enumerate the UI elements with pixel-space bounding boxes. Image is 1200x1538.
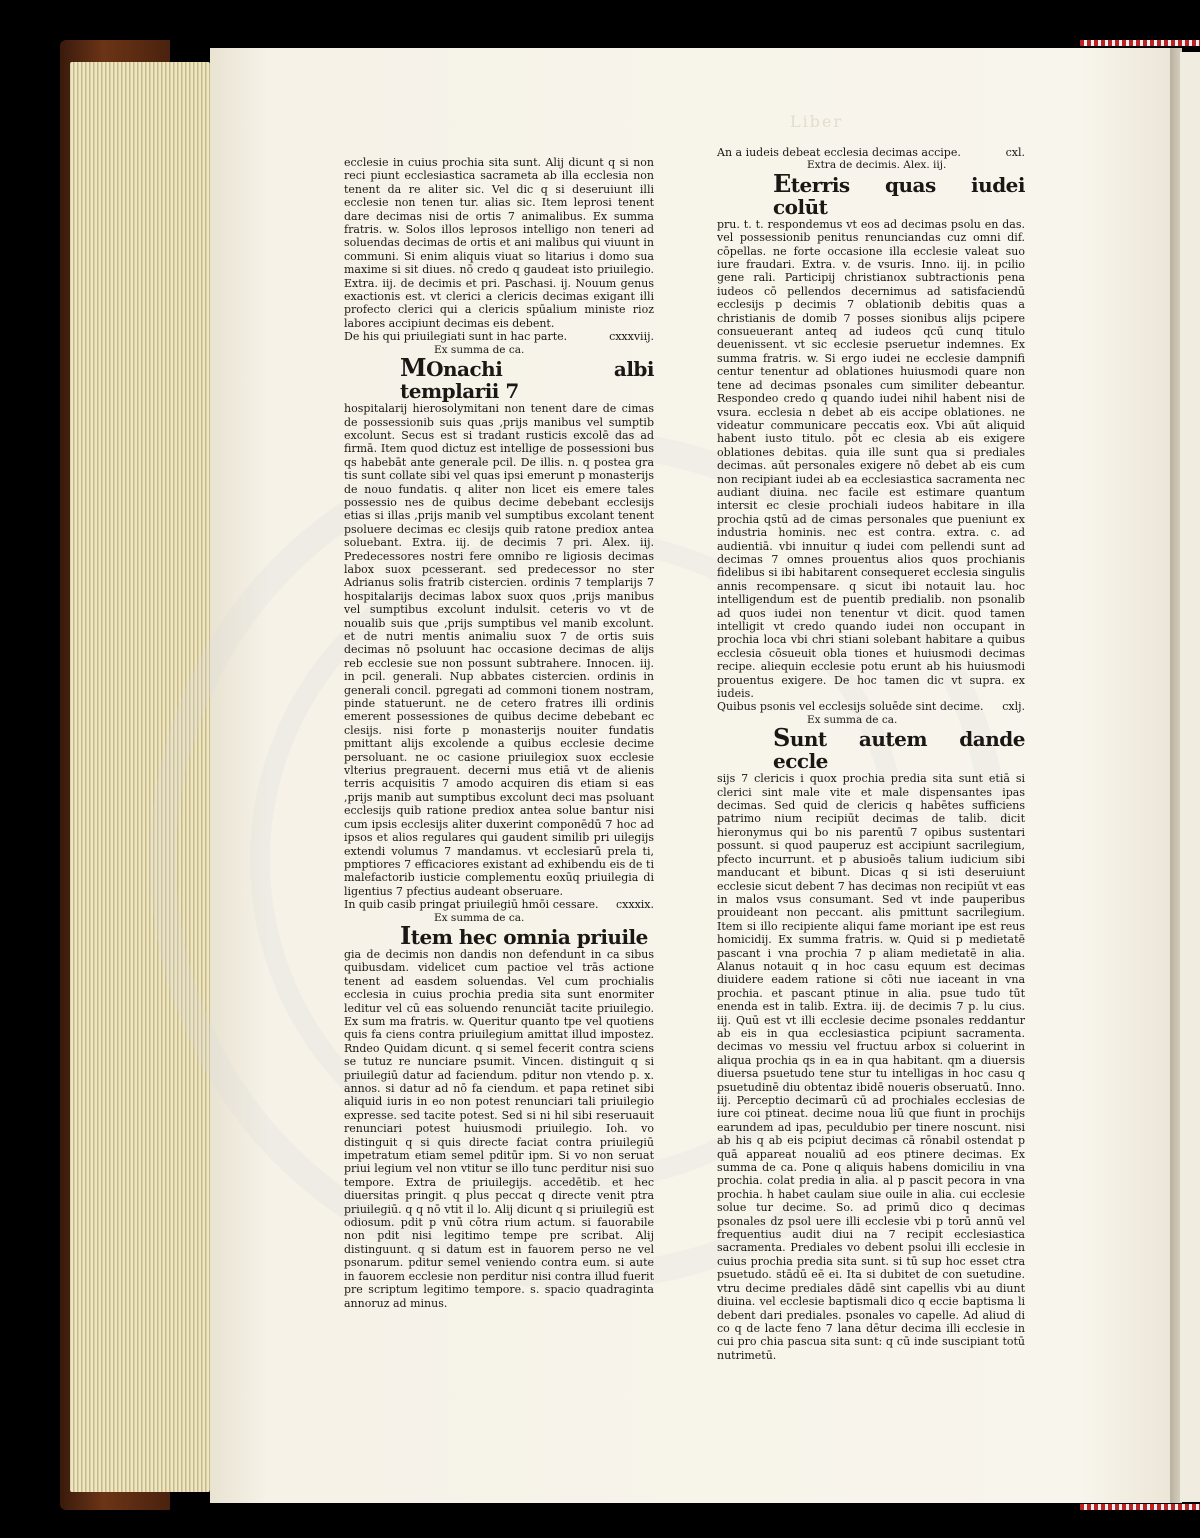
source-line: Ex summa de ca. [434, 911, 525, 924]
initial-capital: E [773, 168, 791, 198]
paragraph: hospitalarij hierosolymitani non tenent dare de cimas de possessionib suis quas ,prijs manibus vel sumptib excolunt. Secus est si tradant rusticis excolē das ad firmā. Item quod dictuz est intellige de possessioni bus qs habebāt ante generale pcil. De illis. n. q postea gra tis sunt collate sibi vel quas ipsi emerunt p monasterijs de nouo fundatis. q aliter non licet eis emere tales possessio nes de quibus decime debebant ecclesijs etias si illas ,prijs manib vel sumptibus excolant tenent psoluere decimas ec clesijs quib ratone prediox antea soluebant. Extra. iij. de decimis 7 pri. Alex. iij. Predecessores nostri fere omnibo re ligiosis decimas labox suox pcesserant. sed predecessor no ster Adrianus solis fratrib cistercien. ordinis 7 templarijs 7 hospitalarijs decimas labox suox quos ,prijs manibus vel sumptibus excolunt indulsit. ceteris vo vt de noualib suis que ,prijs sumptibus vel manib excolunt. et de nutri mentis animaliu suox 7 de ortis suis decimas nō psoluunt hac occasione decimas de alijs reb ecclesie sue non possunt subtrahere. Innocen. iij. in pcil. generali. Nup abbates cistercien. ordinis in generali concil. pgregati ad commoni tionem nostram, pinde statuerunt. ne de cetero fratres illi ordinis emerent possessiones de quibus decime debebant ec clesijs. nisi forte p monasterijs nouiter fundatis pmittant alijs excolende a quibus ecclesie decime persoluant. ne oc casione priuilegiox suox ecclesie vlterius pregrauent. decerni mus etiā vt de alienis terris acquisitis 7 amodo acquiren dis etiam si eas ,prijs manib aut sumptibus excolunt deci mas psoluant ecclesijs quib ratione prediox antea solue bantur nisi cum ipsis ecclesijs aliter duxerint componēdū 7 hoc ad ipsos et alios regulares qui gaudent similib pri uilegijs extendi volumus 7 mandamus. vt ecclesiarū prela ti, pmptiores 7 efficaciores existant ad exhibendu eis de ti malefactorib iusticie complementu eoxūq priuilegia di ligentius 7 pfectius audeant obseruare. [344, 402, 654, 898]
incipit-text: terris quas iudei colūt [773, 172, 1025, 219]
running-head: Liber [790, 112, 844, 131]
chapter-rubric [717, 700, 1025, 713]
chapter-rubric [344, 898, 654, 911]
incipit-text: Onachi albi templarii 7 [400, 357, 654, 404]
chapter-number: cxxxviij. [609, 330, 654, 344]
rubric-title: De his qui priuilegiati sunt in hac parte. [344, 330, 568, 344]
initial-capital: S [773, 723, 790, 753]
initial-capital: I [400, 920, 411, 950]
chapter-incipit [717, 168, 1025, 219]
chapter-incipit [344, 920, 654, 950]
right-page-edge [1180, 52, 1200, 1502]
chapter-number: cxl. [1005, 146, 1025, 159]
source-line: Ex summa de ca. [807, 713, 898, 726]
source-line: Extra de decimis. Alex. iij. [807, 159, 947, 172]
paragraph: gia de decimis non dandis non defendunt in ca sibus quibusdam. videlicet cum pactioe vel trās actione tenent ad easdem soluendas. Vel cum prochialis ecclesia in cuius prochia predia sita sunt enormiter leditur vel cū eas soluendo renunciāt tacite priuilegio. Ex sum ma fratris. w. Queritur quanto tpe vel quotiens quis fa ciens contra priuilegium amittat illud impostez. Rndeo Quidam dicunt. q si semel fecerit contra sciens se tutuz re nunciare psumit. Vincen. distinguit q si priuilegiū datur ad faciendum. pditur non vtendo p. x. annos. si datur ad nō fa ciendum. et papa retinet sibi aliquid iuris in eo non potest renunciari tali priuilegio expresse. sed tacite potest. Sed si ni hil sibi reseruauit renunciari potest huiusmodi priuilegio. Ioh. vo distinguit q si quis directe faciat contra priuilegiū impetratum etiam semel pditūr ipm. Si vo non seruat priui legium vel non vtitur se illo tunc perditur nisi suo tempore. Extra de priuilegijs. accedētib. et hec diuersitas pringit. q plus peccat q directe venit ptra priuilegiū. q q nō vtit il lo. Alij dicunt q si priuilegiū est odiosum. pdit p vnū cōtra rium actum. si fauorabile non pdit nisi legitimo tempe pre scribat. Alij distinguunt. q si datum est in fauorem perso ne vel psonarum. pditur semel veniendo contra eum. si aute in fauorem ecclesie non perditur nisi contra illud fuerit pre scriptum legitimo tempore. s. spacio quadraginta annoruz ad minus. [344, 947, 654, 1310]
text-column-right [717, 146, 1025, 1362]
chapter-number: cxxxix. [616, 898, 654, 912]
rubric-title: In quib casib pringat priuilegiū hmōi cessare. [344, 898, 599, 912]
chapter-rubric [344, 330, 654, 343]
chapter-number: cxlj. [1002, 700, 1025, 714]
page-edges [70, 62, 210, 1492]
rubric-title: Quibus psonis vel ecclesijs soluēde sint decime. [717, 700, 984, 714]
chapter-incipit [344, 353, 654, 404]
paragraph: sijs 7 clericis i quox prochia predia sita sunt etiā si clerici sint male vite et male dispensantes ipas decimas. Sed quid de clericis q habētes sufficiens patrimo nium recipiūt decimas de talib. dicit hieronymus qui bo nis parentū 7 opibus sustentari possunt. si quod pauperuz est accipiunt sacrilegium, pfecto incurrunt. et p abusioēs talium iudicium sibi manducant et bibunt. Dicas q si isti deseruiunt ecclesie sicut debent 7 has decimas non recipiūt vt eas in malos vsus consumant. Sed vt inde pauperibus prouideant non peccant. alis pmittunt sacrilegium. Item si illo recipiente aliqui fame moriant ipe est reus homicidij. Ex summa fratris. w. Quid si p medietatē pascant i vna prochia 7 p aliam medietatē in alia. Alanus notauit q in hoc casu equum est decimas diuidere eadem ratione si cōti nue iaceant in vna prochia. et pascant ptinue in alia. psue tudo tūt enenda est in talib. Extra. iij. de decimis 7 p. lu cius. iij. Quū est vt illi ecclesie decime psonales reddantur ab eis in qua ecclesiastica pcipiunt sacramenta. decimas vo messiu vel fructuu arbox si coluerint in aliqua prochia qs in ea in qua habitant. qm a diuersis diuersa psuetudo tene stur tu intelligas in hoc casu q psuetudinē diu obtentaz ibidē noueris obseruatū. Inno. iij. Perceptio decimarū cū ad prochiales ecclesias de iure coi ptineat. decime noua liū que fiunt in prochijs earundem ad ipas, peculdubio per tinere noscunt. nisi ab his q ab eis pcipiut decimas cā rōnabil ostendat p quā appareat noualiū ad eos ptinere decimas. Ex summa de ca. Pone q aliquis habens domiciliu in vna prochia. colat predia in alia. al p pascit pecora in vna prochia. h habet caulam siue ouile in alia. cui ecclesie solue tur decime. So. ad primū dico q decimas psonales dz psol uere illi ecclesie vbi p torū annū vel frequentius audit diui na 7 recipit ecclesiastica sacramenta. Prediales vo debent psolui illi ecclesie in cuius prochia predia sita sunt. si tū sup hoc esset ctra psuetudo. stādū eē ei. Ita si dubitet de con suetudine. vtru decime prediales dādē sint capellis vbi au diunt diuina. vel ecclesie baptismali dico q eccie baptisma li debent dari prediales. psonales vo capelle. Ad aliud di co q de lacte feno 7 lana dētur decima illi ecclesie in cui pro chia pascua sita sunt: q cū inde suscipiant totū nutrimetū. [717, 772, 1025, 1362]
headband-top [1080, 40, 1200, 46]
source-line: Ex summa de ca. [434, 343, 525, 356]
paragraph: pru. t. t. respondemus vt eos ad decimas psolu en das. vel possessionib penitus renunciandas cuz omni dif. cōpellas. ne forte occasione illa ecclesie valeat suo iure fraudari. Extra. v. de vsuris. Inno. iij. in pcilio gene rali. Participij christianox subtractionis pena iudeos cō pellendos decernimus ad satisfaciendū ecclesijs p decimis 7 oblationib debitis quas a christianis de domib 7 posses sionibus alijs pcipere consueuerant anteq ad iudeos qcū cunq titulo deuenissent. vt sic ecclesie pseruetur indemnes. Ex summa fratris. w. Si ergo iudei ne ecclesie dampnifi centur tenentur ad oblationes huiusmodi quare non tene ad decimas psonales cum similiter debeantur. Respondeo credo q quando iudei nihil habent nisi de vsura. ecclesia n debet ab eis accipe oblationes. ne videatur communicare peccatis eox. Vbi aūt aliquid habent iusto titulo. pōt ec clesia ab eis exigere oblationes debitas. quia ille sunt qua si prediales decimas. aūt personales exigere nō debet ab eis cum non recipiant iudei ab ea ecclesiastica sacramenta nec audiant diuina. nec facile est estimare quantum intersit ec clesie prochiali iudeos habitare in illa prochia qstū ad de cimas personales que pueniunt ex industria hominis. nec est contra. extra. c. ad audientiā. vbi innuitur q iudei com pellendi sunt ad decimas 7 omnes prouentus alios quos prochianis fidelibus si ibi habitarent consequeret ecclesia singulis annis recompensare. q sicut ibi notauit lau. hoc intelligendum est de puentib predialib. non psonalib ad quos iudei non tenentur vt dicit. quod tamen intelligit vt credo quando iudei non occupant in prochia loca vbi chri stiani solebant habitare a quibus ecclesia cōsueuit obla tiones et huiusmodi decimas recipe. aliequin ecclesie potu erunt ab his huiusmodi prouentus exigere. De hoc tamen dic vt supra. ex iudeis. [717, 217, 1025, 701]
paragraph: ecclesie in cuius prochia sita sunt. Alij dicunt q si non reci piunt ecclesiastica sacrameta ab illa ecclesia non tenent da re aliter sic. Vel dic q si deseruiunt illi ecclesie non tenen tur. alias sic. Item leprosi tenent dare decimas nisi de ortis 7 animalibus. Ex summa fratris. w. Solos illos leprosos intelligo non teneri ad soluendas decimas de ortis et ani malibus qui viuunt in communi. Si enim aliquis viuat so litarius i domo sua maxime si sit diues. nō credo q gaudeat isto priuilegio. Extra. iij. de decimis et pri. Paschasi. ij. Nouum genus exactionis est. vt clerici a clericis decimas exigant illi profecto clerici qui a clericis spūalium ministe rioz labores accipiunt decimas eis debent. [344, 156, 654, 330]
incipit-text: tem hec omnia priuile [410, 924, 648, 949]
rubric-title: An a iudeis debeat ecclesia decimas accipe. [717, 146, 961, 159]
incipit-text: unt autem dande eccle [773, 727, 1025, 774]
text-column-left [344, 156, 654, 1310]
initial-capital: M [400, 353, 427, 383]
headband-bottom [1080, 1504, 1200, 1510]
chapter-incipit [717, 723, 1025, 774]
chapter-rubric [717, 146, 1025, 159]
